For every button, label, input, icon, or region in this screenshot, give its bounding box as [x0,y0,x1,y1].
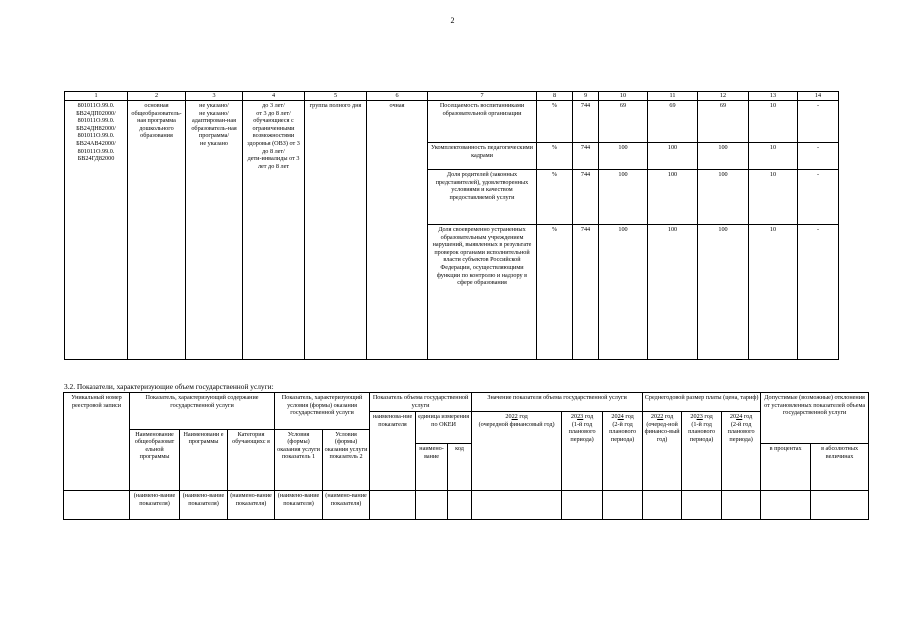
indicator-value: 100 [698,225,749,360]
quality-indicators-table [64,91,839,360]
indicator-name: Доля своевременно устраненных образовательным учреждением нарушений, выявленных в результате проверок органами исполнительной власти субъектов Российской Федерации, осуществляющими функции по контролю и надзору в сфере образования [428,225,537,360]
sub-form-2: Условия (формы) оказания услуги показатель 2 [323,429,370,491]
placeholder-cell: (наимено-вание показателя) [180,491,228,520]
placeholder-cell: (наимено-вание показателя) [130,491,180,520]
price-year-1 [643,412,682,491]
col-number: 5 [305,92,367,101]
indicator-code: 744 [573,225,599,360]
deviation-absolute: - [798,143,839,170]
volume-unit-header: единица измерения по ОКЕИ [416,412,472,430]
indicator-value: 100 [599,143,648,170]
col-number: 1 [65,92,128,101]
year-word: год [743,413,753,420]
empty-cell [811,491,869,520]
year-word: год [664,413,674,420]
indicator-value: 100 [648,225,698,360]
empty-cell [416,491,448,520]
sub-category: Категория обучающихс я [228,429,275,491]
indicator-value: 100 [698,170,749,225]
year-word: год [519,413,528,420]
indicator-value: 100 [698,143,749,170]
empty-cell [722,491,761,520]
empty-cell [64,491,130,520]
empty-cell [562,491,603,520]
content-header: Показатель, характеризующий содержание государственной услуги [130,393,275,430]
empty-cell [643,491,682,520]
year-prefix: 20 [611,413,618,420]
year-note: (2-й год планового периода) [609,420,637,443]
year-digits: 22 [657,413,664,420]
deviation-percent: 10 [749,170,798,225]
indicator-value: 69 [648,101,698,143]
indicator-unit: % [537,170,573,225]
price-year-2 [682,412,722,491]
service-condition: группа полного дня [305,101,367,360]
col-number: 10 [599,92,648,101]
program-type: не указано/ не указано/ адаптирован-ная образователь-ная программа/ не указано [186,101,243,360]
indicator-value: 69 [599,101,648,143]
year-note: (2-й год планового периода) [727,420,755,443]
year-note: (очередной финансовый год) [478,420,555,428]
indicator-code: 744 [573,170,599,225]
indicator-value: 100 [599,225,648,360]
year-prefix: 20 [505,413,512,420]
year-digits: 22 [511,413,518,420]
in-percent: в процентах [761,444,811,491]
placeholder-cell: (наимено-вание показателя) [228,491,275,520]
deviation-percent: 10 [749,101,798,143]
page-number: 2 [450,16,455,25]
student-category: до 3 лет/ от 3 до 8 лет/ обучающиеся с ограниченными возможностями здоровья (ОВЗ) от 3 до 8 лет/ дети-инвалиды от 3 лет до 8 лет [243,101,305,360]
indicator-value: 100 [648,143,698,170]
deviation-absolute: - [798,170,839,225]
deviation-percent: 10 [749,225,798,360]
empty-cell [472,491,562,520]
indicator-name: Укомплектованность педагогическими кадрами [428,143,537,170]
table-row [64,491,869,520]
empty-cell [448,491,472,520]
sub-form-1: Условия (формы) оказания услуги показатель 1 [275,429,323,491]
value-year-1 [472,412,562,491]
year-word: год [625,413,634,420]
year-prefix: 20 [729,413,737,420]
registry-header: Уникальный номер реестровой записи [64,393,130,491]
table-row [65,101,839,143]
indicator-unit: % [537,143,573,170]
col-number: 9 [573,92,599,101]
col-number: 8 [537,92,573,101]
year-note: (очеред-ной финансо-вый год) [644,420,680,443]
sub-program-name-2: Наименовани е программы [180,429,228,491]
year-note: (1-й год планового периода) [568,420,596,443]
section-title: 3.2. Показатели, характеризующие объем государственной услуги: [64,382,274,391]
volume-name-header: наименова-ние показателя [370,412,416,491]
indicator-code: 744 [573,101,599,143]
column-numbers-row [65,92,839,101]
col-number: 12 [698,92,749,101]
value-year-2 [562,412,603,491]
in-absolute: в абсолютных величинах [811,444,869,491]
indicator-name: Посещаемость воспитанниками образовательной организации [428,101,537,143]
indicator-value: 100 [599,170,648,225]
conditions-header: Показатель, характеризующий условия (формы) оказания государственной услуги [275,393,370,430]
col-number: 2 [128,92,186,101]
registry-numbers: 801011О.99.0. БВ24ДП02000/ 801011О.99.0. БВ24ДН82000/ 801011О.99.0. БВ24АВ42000/ 801011О.99.0. БВ24ГД82000 [65,101,128,360]
indicator-name: Доля родителей (законных представителей), удовлетворенных условиями и качеством предоставляемой услуги [428,170,537,225]
empty-cell [682,491,722,520]
year-digits: 24 [736,413,743,420]
indicator-unit: % [537,101,573,143]
indicator-value: 100 [648,170,698,225]
sub-program-name: Наименование общеобразоват ельной программы [130,429,180,491]
col-number: 13 [749,92,798,101]
indicator-code: 744 [573,143,599,170]
service-form: очная [367,101,428,360]
empty-cell [761,491,811,520]
year-word: год [704,413,713,420]
year-digits: 24 [617,413,624,420]
volume-header: Показатель объема государственной услуги [370,393,472,412]
unit-name: наимено-вание [416,444,448,491]
year-prefix: 20 [570,413,578,420]
year-prefix: 20 [650,413,658,420]
placeholder-cell: (наимено-вание показателя) [323,491,370,520]
year-prefix: 20 [690,413,697,420]
year-digits: 23 [696,413,703,420]
year-note: (1-й год планового периода) [688,420,716,443]
value-header: Значение показателя объема государственной услуги [472,393,643,412]
price-header: Среднегодовой размер платы (цена, тариф) [643,393,761,412]
empty-cell [603,491,643,520]
value-year-3 [603,412,643,491]
col-number: 3 [186,92,243,101]
year-digits: 23 [577,413,584,420]
col-number: 11 [648,92,698,101]
deviation-percent: 10 [749,143,798,170]
unit-code: код [448,444,472,491]
deviation-absolute: - [798,225,839,360]
header-row [64,393,869,412]
col-number: 4 [243,92,305,101]
placeholder-cell: (наимено-вание показателя) [275,491,323,520]
empty-cell [370,491,416,520]
indicator-unit: % [537,225,573,360]
deviation-absolute: - [798,101,839,143]
deviation-header: Допустимые (возможные) отклонения от установленных показателей объема государственной услуги [761,393,869,444]
indicator-value: 69 [698,101,749,143]
year-word: год [584,413,594,420]
col-number: 14 [798,92,839,101]
unit-spacer [416,429,472,444]
volume-indicators-table [63,392,869,520]
program-name: основная общеобразователь-ная программа дошкольного образования [128,101,186,360]
col-number: 7 [428,92,537,101]
col-number: 6 [367,92,428,101]
price-year-3 [722,412,761,491]
